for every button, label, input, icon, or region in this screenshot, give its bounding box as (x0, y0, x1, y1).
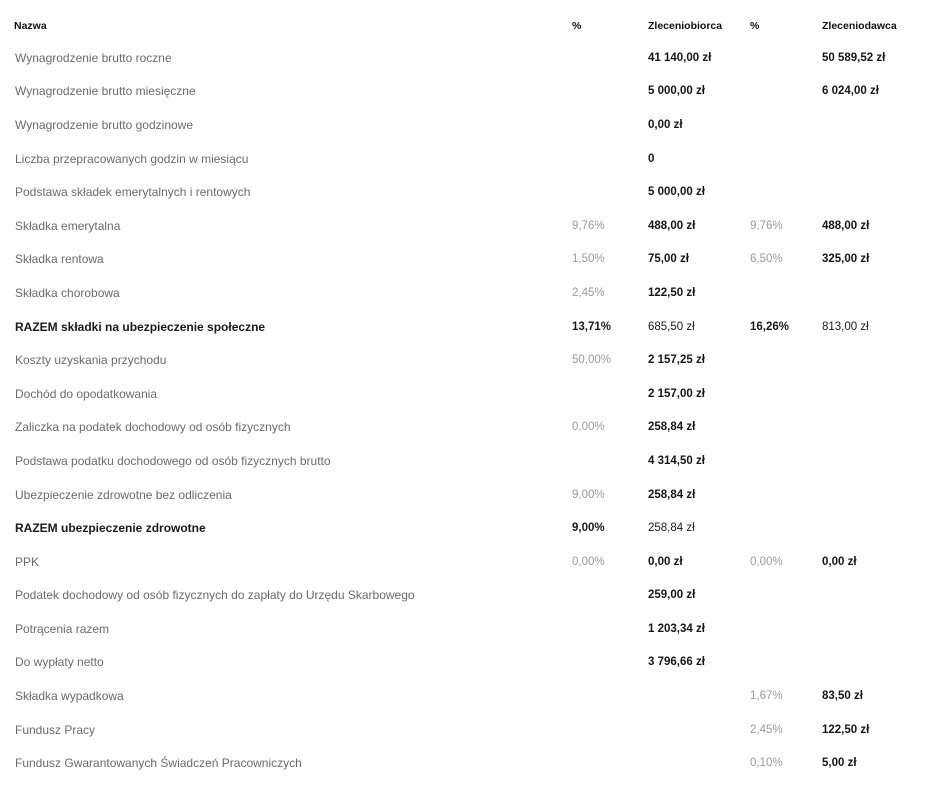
row-employer-percent: 6,50% (750, 253, 783, 266)
table-row (0, 411, 934, 445)
table-row (0, 41, 934, 75)
row-employer-amount (822, 411, 934, 445)
table-row (0, 276, 934, 310)
table-row (0, 444, 934, 478)
row-employer-amount (822, 612, 934, 646)
row-name: RAZEM składki na ubezpieczenie społeczne (15, 319, 266, 334)
row-contractor-amount: 259,00 zł (648, 589, 696, 602)
row-name: Fundusz Pracy (15, 722, 96, 737)
table-row (0, 209, 934, 243)
header-name: Nazwa (14, 20, 47, 32)
row-name: Dochód do opodatkowania (15, 386, 158, 401)
row-name: Potrącenia razem (15, 621, 110, 636)
row-name: Wynagrodzenie brutto godzinowe (15, 117, 194, 132)
row-employer-amount (822, 511, 934, 545)
row-contractor-amount: 5 000,00 zł (648, 85, 705, 98)
table-header (0, 11, 934, 41)
table-row (0, 75, 934, 109)
row-employer-percent (750, 377, 822, 411)
table-row (0, 679, 934, 713)
row-contractor-percent (572, 41, 648, 75)
row-employer-amount: 50 589,52 zł (822, 51, 886, 64)
row-contractor-amount (648, 746, 750, 780)
row-contractor-percent (572, 713, 648, 747)
row-employer-amount (822, 478, 934, 512)
row-name: Składka rentowa (15, 252, 104, 267)
row-employer-percent (750, 411, 822, 445)
row-contractor-percent: 1,50% (572, 253, 605, 266)
table-row (0, 175, 934, 209)
table-row (0, 511, 934, 545)
row-employer-amount (822, 579, 934, 613)
row-employer-amount (822, 276, 934, 310)
row-contractor-percent (572, 108, 648, 142)
row-contractor-percent (572, 175, 648, 209)
header-contractor-percent: % (572, 20, 582, 32)
row-employer-percent (750, 75, 822, 109)
row-name: Podatek dochodowy od osób fizycznych do zapłaty do Urzędu Skarbowego (15, 588, 415, 603)
row-employer-percent (750, 175, 822, 209)
table-body (0, 41, 934, 780)
row-employer-amount (822, 343, 934, 377)
row-name: Zaliczka na podatek dochodowy od osób fizycznych (15, 420, 291, 435)
row-contractor-percent: 9,00% (572, 488, 605, 501)
row-contractor-percent: 13,71% (572, 320, 612, 333)
row-contractor-amount: 258,84 zł (648, 421, 696, 434)
header-row (0, 11, 934, 41)
row-contractor-percent (572, 646, 648, 680)
row-employer-amount (822, 108, 934, 142)
row-employer-percent (750, 108, 822, 142)
row-employer-percent: 1,67% (750, 690, 783, 703)
table-row (0, 377, 934, 411)
row-employer-percent (750, 142, 822, 176)
row-contractor-amount: 5 000,00 zł (648, 186, 705, 199)
row-employer-amount (822, 142, 934, 176)
row-employer-percent (750, 579, 822, 613)
row-employer-amount (822, 646, 934, 680)
row-employer-amount: 122,50 zł (822, 723, 870, 736)
table-row (0, 243, 934, 277)
salary-breakdown-table (0, 11, 934, 780)
row-employer-amount: 325,00 zł (822, 253, 870, 266)
row-name: Do wypłaty netto (15, 655, 104, 670)
table-row (0, 545, 934, 579)
row-contractor-percent: 50,00% (572, 354, 612, 367)
row-employer-percent (750, 511, 822, 545)
row-contractor-percent: 0,00% (572, 555, 605, 568)
table-row (0, 746, 934, 780)
row-contractor-percent (572, 377, 648, 411)
row-contractor-percent: 9,00% (572, 522, 605, 535)
row-employer-percent (750, 444, 822, 478)
row-contractor-amount: 258,84 zł (648, 488, 696, 501)
row-employer-percent (750, 646, 822, 680)
row-employer-percent (750, 612, 822, 646)
row-employer-amount: 813,00 zł (822, 320, 869, 333)
row-name: Składka chorobowa (15, 285, 120, 300)
row-employer-amount (822, 444, 934, 478)
row-employer-percent: 0,10% (750, 757, 783, 770)
row-contractor-percent (572, 75, 648, 109)
table-row (0, 478, 934, 512)
row-contractor-percent: 2,45% (572, 286, 605, 299)
row-contractor-amount (648, 679, 750, 713)
row-name: Składka emerytalna (15, 218, 121, 233)
row-contractor-amount: 685,50 zł (648, 320, 695, 333)
row-name: Fundusz Gwarantowanych Świadczeń Pracowniczych (15, 756, 302, 771)
table-row (0, 579, 934, 613)
row-name: Koszty uzyskania przychodu (15, 353, 167, 368)
row-employer-percent: 9,76% (750, 219, 783, 232)
row-employer-amount (822, 377, 934, 411)
table-row (0, 612, 934, 646)
row-employer-amount (822, 175, 934, 209)
row-name: Ubezpieczenie zdrowotne bez odliczenia (15, 487, 232, 502)
row-contractor-percent: 0,00% (572, 421, 605, 434)
table-row (0, 108, 934, 142)
row-name: PPK (15, 554, 40, 569)
row-employer-amount: 5,00 zł (822, 757, 857, 770)
row-contractor-amount: 1 203,34 zł (648, 622, 705, 635)
row-name: Składka wypadkowa (15, 689, 124, 704)
row-employer-amount: 83,50 zł (822, 690, 863, 703)
row-contractor-amount: 3 796,66 zł (648, 656, 705, 669)
row-contractor-amount: 75,00 zł (648, 253, 689, 266)
row-contractor-percent (572, 746, 648, 780)
row-employer-percent (750, 41, 822, 75)
table-row (0, 713, 934, 747)
row-name: Podstawa podatku dochodowego od osób fizycznych brutto (15, 453, 331, 468)
table-row (0, 310, 934, 344)
table-row (0, 343, 934, 377)
row-contractor-amount: 0,00 zł (648, 555, 683, 568)
row-name: Wynagrodzenie brutto roczne (15, 50, 172, 65)
row-name: Podstawa składek emerytalnych i rentowych (15, 185, 251, 200)
row-employer-percent (750, 478, 822, 512)
row-contractor-percent (572, 142, 648, 176)
row-contractor-amount: 122,50 zł (648, 286, 696, 299)
header-contractor: Zleceniobiorca (648, 20, 723, 32)
row-contractor-percent (572, 579, 648, 613)
row-name: RAZEM ubezpieczenie zdrowotne (15, 521, 206, 536)
row-contractor-amount: 2 157,25 zł (648, 354, 705, 367)
row-contractor-percent (572, 679, 648, 713)
row-contractor-amount: 488,00 zł (648, 219, 696, 232)
row-employer-percent: 16,26% (750, 320, 790, 333)
table-row (0, 142, 934, 176)
row-contractor-amount (648, 713, 750, 747)
row-employer-amount: 0,00 zł (822, 555, 857, 568)
table-row (0, 646, 934, 680)
row-contractor-amount: 2 157,00 zł (648, 387, 705, 400)
row-contractor-percent: 9,76% (572, 219, 605, 232)
row-employer-amount: 488,00 zł (822, 219, 870, 232)
row-contractor-amount: 4 314,50 zł (648, 454, 705, 467)
row-employer-percent (750, 276, 822, 310)
row-employer-amount: 6 024,00 zł (822, 85, 879, 98)
row-contractor-amount: 0 (648, 152, 655, 165)
row-employer-percent: 2,45% (750, 723, 783, 736)
row-contractor-amount: 41 140,00 zł (648, 51, 712, 64)
row-employer-percent: 0,00% (750, 555, 783, 568)
row-employer-percent (750, 343, 822, 377)
row-contractor-amount: 258,84 zł (648, 522, 695, 535)
row-contractor-amount: 0,00 zł (648, 118, 683, 131)
row-contractor-percent (572, 444, 648, 478)
row-name: Liczba przepracowanych godzin w miesiącu (15, 151, 249, 166)
header-employer-percent: % (750, 20, 760, 32)
row-contractor-percent (572, 612, 648, 646)
header-employer: Zleceniodawca (822, 20, 897, 32)
row-name: Wynagrodzenie brutto miesięczne (15, 84, 196, 99)
